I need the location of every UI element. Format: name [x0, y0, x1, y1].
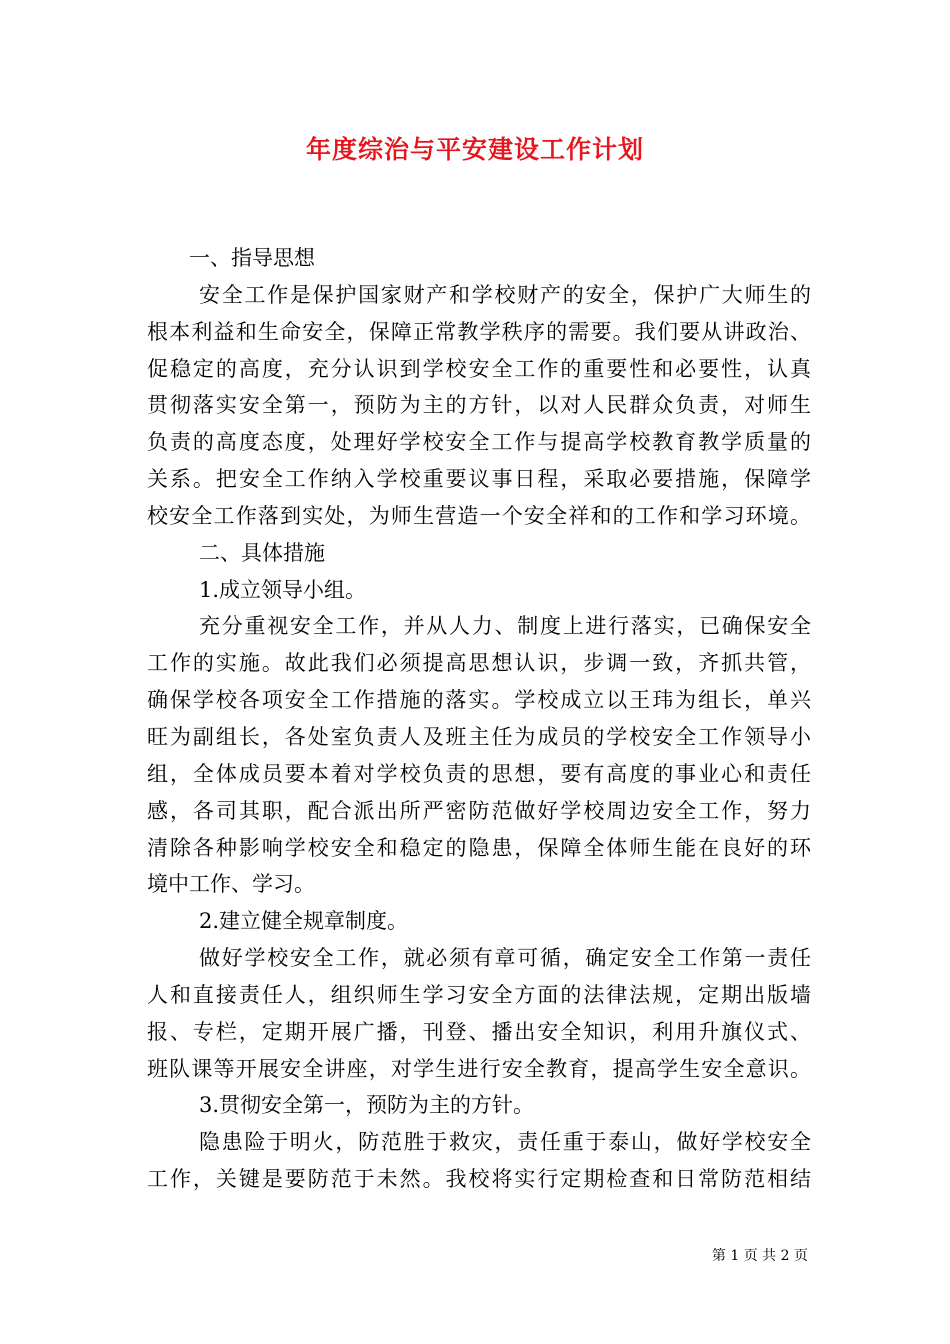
subsection-heading-3: 3.贯彻安全第一，预防为主的方针。 [199, 1093, 535, 1118]
section-heading-guiding-ideology: 一、指导思想 [189, 246, 315, 270]
paragraph-line: 校安全工作落到实处，为师生营造一个安全祥和的工作和学习环境。 [147, 503, 811, 528]
paragraph-line: 促稳定的高度，充分认识到学校安全工作的重要性和必要性，认真 [147, 356, 811, 381]
paragraph-line: 确保学校各项安全工作措施的落实。学校成立以王玮为组长，单兴 [147, 688, 811, 713]
page-number: 第 1 页 共 2 页 [711, 1248, 808, 1264]
paragraph-line: 组，全体成员要本着对学校负责的思想，要有高度的事业心和责任 [147, 761, 811, 786]
paragraph-line: 充分重视安全工作，并从人力、制度上进行落实，已确保安全 [199, 614, 811, 639]
paragraph-line: 贯彻落实安全第一，预防为主的方针，以对人民群众负责，对师生 [147, 393, 811, 418]
paragraph-line: 人和直接责任人，组织师生学习安全方面的法律法规，定期出版墙 [147, 982, 811, 1007]
subsection-heading-2: 2.建立健全规章制度。 [199, 909, 409, 934]
paragraph-line: 根本利益和生命安全，保障正常教学秩序的需要。我们要从讲政治、 [147, 319, 811, 344]
paragraph-line: 做好学校安全工作，就必须有章可循，确定安全工作第一责任 [199, 946, 811, 971]
paragraph-line: 工作的实施。故此我们必须提高思想认识，步调一致，齐抓共管， [147, 651, 811, 676]
paragraph-line: 感，各司其职，配合派出所严密防范做好学校周边安全工作，努力 [147, 798, 811, 823]
paragraph-line: 旺为副组长，各处室负责人及班主任为成员的学校安全工作领导小 [147, 724, 811, 749]
subsection-heading-1: 1.成立领导小组。 [199, 577, 367, 602]
paragraph-line: 隐患险于明火，防范胜于救灾，责任重于泰山，做好学校安全 [199, 1130, 811, 1155]
paragraph-line: 工作，关键是要防范于未然。我校将实行定期检查和日常防范相结 [147, 1167, 811, 1192]
paragraph-line: 报、专栏，定期开展广播，刊登、播出安全知识，利用升旗仪式、 [147, 1019, 811, 1044]
document-title: 年度综治与平安建设工作计划 [305, 135, 644, 164]
paragraph-line: 安全工作是保护国家财产和学校财产的安全，保护广大师生的 [199, 282, 811, 307]
paragraph-line: 关系。把安全工作纳入学校重要议事日程，采取必要措施，保障学 [147, 467, 811, 492]
document-body [147, 240, 811, 1198]
paragraph-line: 班队课等开展安全讲座，对学生进行安全教育，提高学生安全意识。 [147, 1056, 811, 1081]
paragraph-line: 清除各种影响学校安全和稳定的隐患，保障全体师生能在良好的环 [147, 835, 811, 860]
paragraph-line: 境中工作、学习。 [147, 872, 315, 897]
paragraph-line: 负责的高度态度，处理好学校安全工作与提高学校教育教学质量的 [147, 430, 811, 455]
section-heading-specific-measures: 二、具体措施 [199, 540, 325, 565]
